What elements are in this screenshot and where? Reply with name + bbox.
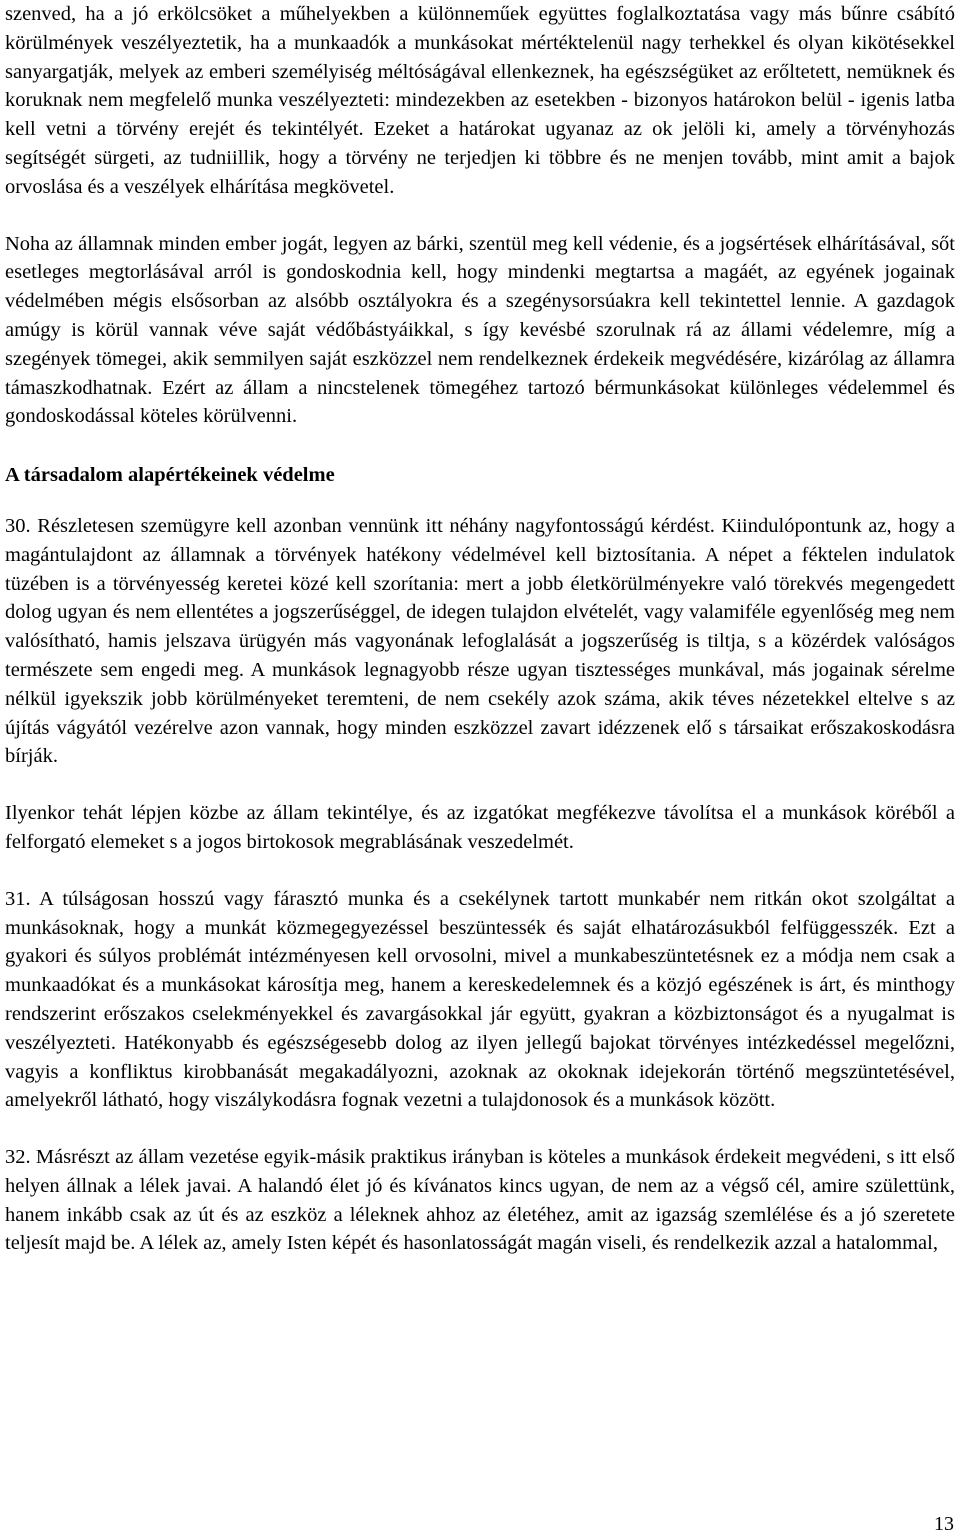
paragraph-30: 30. Részletesen szemügyre kell azonban vennünk itt néhány nagyfontosságú kérdést. Kiindulópontunk az, hogy a magántulajdont az államnak a törvények hatékony védelmével kell biztosítania. A népet a féktelen indulatok tüzében is a törvényesség keretei közé kell szorítania: mert a jobb életkörülményekre való törekvés megengedett dolog ugyan és nem ellentétes a jogszerűséggel, de idegen tulajdon elvételét, vagy valamiféle egyenlőség meg nem valósítható, hamis jelszava ürügyén más vagyonának lefoglalását a jogszerűség is tiltja, s a közérdek valóságos természete sem engedi meg. A munkások legnagyobb része ugyan tisztességes munkával, más jogainak sérelme nélkül igyekszik jobb körülményeket teremteni, de nem csekély azok száma, akik téves nézetekkel eltelve s az újítás vágyától vezérelve azon vannak, hogy minden eszközzel zavart idézzenek elő s társaikat erőszakoskodásra bírják.: [5, 514, 955, 768]
paragraph-state-protection: Noha az államnak minden ember jogát, legyen az bárki, szentül meg kell védenie, és a jogsértések elhárításával, sőt esetleges megtorlásával arról is gondoskodnia kell, hogy mindenki megtartsa a magáét, az egyének jogainak védelmében mégis elsősorban az alsóbb osztályokra és a szegénysorsúakra kell tekintettel lennie. A gazdagok amúgy is körül vannak véve saját védőbástyáikkal, s így kevésbé szorulnak rá az állami védelemre, míg a szegények tömegei, akik semmilyen saját eszközzel nem rendelkeznek érdekeik megvédésére, kizárólag az államra támaszkodhatnak. Ezért az állam a nincstelenek tömegéhez tartozó bérmunkásokat különleges védelemmel és gondoskodással köteles körülvenni.: [5, 232, 955, 428]
paragraph-intervention: Ilyenkor tehát lépjen közbe az állam tekintélye, és az izgatókat megfékezve távolítsa el a munkások köréből a felforgató elemeket s a jogos birtokosok megrablásának veszedelmét.: [5, 802, 955, 853]
paragraph-32: 32. Másrészt az állam vezetése egyik-másik praktikus irányban is köteles a munkások érdekeit megvédeni, s itt első helyen állnak a lélek javai. A halandó élet jó és kívánatos kincs ugyan, de nem az a végső cél, amire születtünk, hanem inkább csak az út és az eszköz a léleknek ahhoz az életéhez, amit az igazság szemlélése és a jó szeretete teljesít majd be. A lélek az, amely Isten képét és hasonlatosságát magán viseli, és rendelkezik azzal a hatalommal,: [5, 1146, 955, 1255]
page-number: 13: [934, 1513, 954, 1535]
document-page: [5, 0, 955, 1258]
paragraph-continued: szenved, ha a jó erkölcsöket a műhelyekben a különneműek együttes foglalkoztatása vagy más bűnre csábító körülmények veszélyeztetik, ha a munkaadók a munkásokat mértéktelenül nagy terhekkel és olyan kikötésekkel sanyargatják, melyek az emberi személyiség méltóságával ellenkeznek, ha egészségüket az erőltetett, nemüknek és koruknak nem megfelelő munka veszélyezteti: mindezekben az esetekben - bizonyos határokon belül - igenis latba kell vetni a törvény erejét és tekintélyét. Ezeket a határokat ugyanaz az ok jelöli ki, amely a törvényhozás segítségét sürgeti, az tudniillik, hogy a törvény ne terjedjen ki többre és ne menjen tovább, mint amit a bajok orvoslása és a veszélyek elhárítása megkövetel.: [5, 3, 955, 198]
section-heading: A társadalom alapértékeinek védelme: [5, 464, 335, 487]
paragraph-31: 31. A túlságosan hosszú vagy fárasztó munka és a csekélynek tartott munkabér nem ritkán okot szolgáltat a munkásoknak, hogy a munkát közmegegyezéssel beszüntessék és saját elhatározásukból felfüggesszék. Ezt a gyakori és súlyos problémát intézményesen kell orvosolni, mivel a munkabeszüntetésnek ez a módja nem csak a munkaadókat és a munkásokat károsítja meg, hanem a kereskedelemnek és a közjó egészének is árt, és minthogy rendszerint erőszakos cselekményekkel és zavargásokkal jár együtt, gyakran a közbiztonságot és a nyugalmat is veszélyezteti. Hatékonyabb és egészségesebb dolog az ilyen jellegű bajokat törvényes intézkedéssel megelőzni, vagyis a konfliktus kirobbanását megakadályozni, azoknak az okoknak idejekorán történő megszüntetésével, amelyekről látható, hogy viszálykodásra fognak vezetni a tulajdonosok és a munkások között.: [5, 887, 955, 1112]
